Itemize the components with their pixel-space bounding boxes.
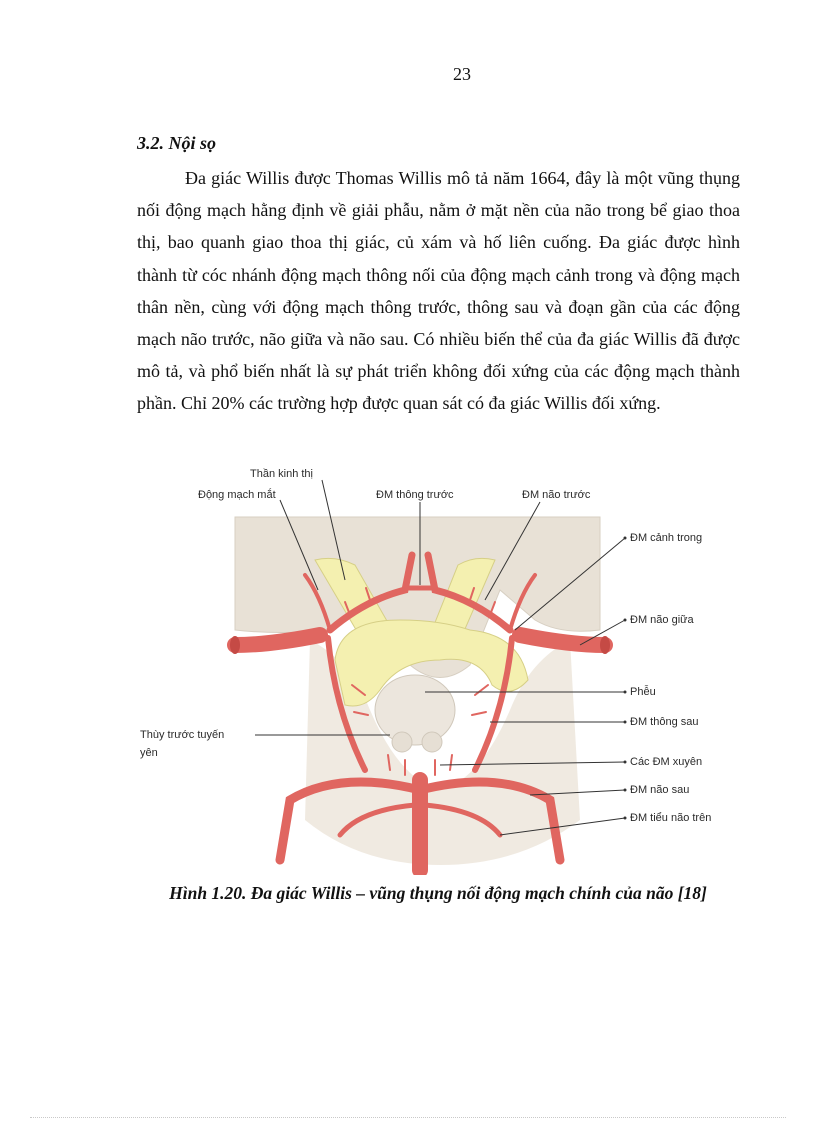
label-posterior-cerebral: ĐM não sau bbox=[630, 784, 690, 796]
body-paragraph: Đa giác Willis được Thomas Willis mô tả năm 1664, đây là một vũng thụng nối động mạch hằng định về giải phẫu, nằm ở mặt nền của não trong bể giao thoa thị, bao quanh giao thoa thị giác, củ xám và hố liên cuống. Đa giác được hình thành từ cóc nhánh động mạch thông nối của động mạch cảnh trong và động mạch thân nền, cùng với động mạch thông trước, thông sau và đoạn gần của các động mạch não trước, não giữa và não sau. Có nhiều biến thể của đa giác Willis đã được mô tả, và phổ biến nhất là sự phát triển không đối xứng của các động mạch thành phần. Chỉ 20% các trường hợp được quan sát có đa giác Willis đối xứng. bbox=[137, 168, 740, 414]
label-perforating: Các ĐM xuyên bbox=[630, 756, 703, 768]
page-number: 23 bbox=[453, 64, 471, 84]
label-internal-carotid: ĐM cảnh trong bbox=[630, 532, 703, 544]
leader-dots bbox=[624, 537, 627, 820]
mammillary-left bbox=[392, 732, 412, 752]
label-infundibulum: Phễu bbox=[630, 686, 656, 698]
label-optic-nerve: Thần kinh thị bbox=[250, 468, 313, 480]
label-ophthalmic-artery: Động mạch mắt bbox=[198, 489, 276, 501]
label-anterior-communicating: ĐM thông trước bbox=[376, 489, 454, 501]
bottom-divider bbox=[30, 1117, 786, 1118]
section-heading: 3.2. Nội sọ bbox=[137, 133, 217, 153]
carotid-right-end bbox=[600, 636, 610, 654]
figure-illustration bbox=[140, 460, 740, 875]
label-posterior-communicating: ĐM thông sau bbox=[630, 716, 699, 728]
label-pituitary-line2: yên bbox=[140, 747, 158, 759]
middle-cerebral-right bbox=[520, 635, 605, 645]
label-anterior-cerebral: ĐM não trước bbox=[522, 489, 591, 501]
figure-caption: Hình 1.20. Đa giác Willis – vũng thụng nối động mạch chính của não [18] bbox=[169, 883, 707, 903]
middle-cerebral-left bbox=[235, 635, 320, 645]
label-superior-cerebellar: ĐM tiểu não trên bbox=[630, 812, 712, 824]
circle-of-willis-figure bbox=[140, 460, 740, 875]
label-middle-cerebral: ĐM não giữa bbox=[630, 614, 694, 626]
carotid-left-end bbox=[230, 636, 240, 654]
mammillary-right bbox=[422, 732, 442, 752]
label-pituitary-line1: Thùy trước tuyến bbox=[140, 729, 225, 741]
